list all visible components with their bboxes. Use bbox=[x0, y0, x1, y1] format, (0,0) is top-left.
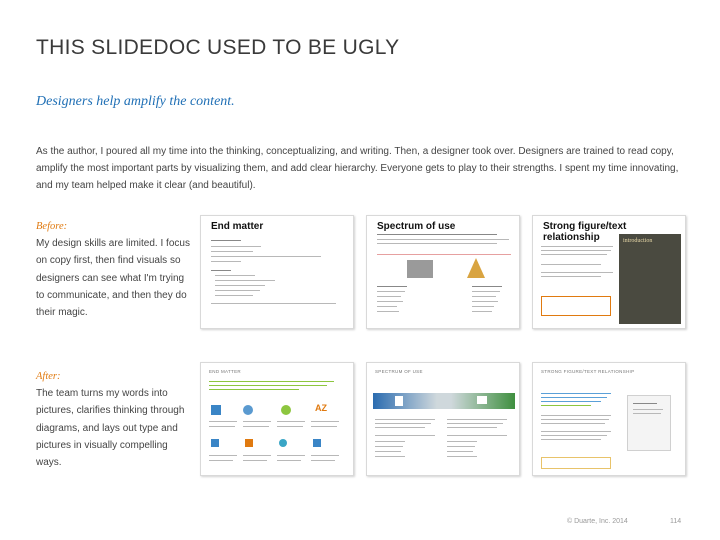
copyright-footer: © Duarte, Inc. 2014 bbox=[567, 518, 628, 525]
after-thumbnail-end-matter: END MATTER AZ bbox=[200, 362, 354, 476]
thumbnail-heading: STRONG FIGURE/TEXT RELATIONSHIP bbox=[541, 369, 635, 374]
thumbnail-heading: SPECTRUM OF USE bbox=[375, 369, 423, 374]
slide-subtitle: Designers help amplify the content. bbox=[36, 94, 235, 109]
thumbnail-heading: Spectrum of use bbox=[377, 221, 456, 232]
slide-title: THIS SLIDEDOC USED TO BE UGLY bbox=[36, 36, 400, 59]
page-number: 114 bbox=[670, 518, 682, 525]
body-paragraph: As the author, I poured all my time into the thinking, conceptualizing, and writing. Then, a designer took over. Designers are trained to read copy, amplify the most important parts by visualizing them, and add clear hierarchy. Everyone gets to play to their strengths. I spent my time innovating, and my team helped make it clear (and beautiful). bbox=[36, 146, 679, 191]
before-lead: Before: bbox=[36, 221, 68, 232]
before-text: My design skills are limited. I focus on copy first, then find visuals so designers can see what I'm trying to communicate, and then they do their magic. bbox=[36, 238, 190, 319]
after-thumbnail-spectrum bbox=[366, 362, 520, 476]
thumbnail-heading: Strong figure/text relationship bbox=[543, 221, 627, 243]
inset-photo bbox=[619, 234, 681, 324]
inset-photo-label: introduction bbox=[623, 238, 653, 244]
after-text: The team turns my words into pictures, clarifies thinking through diagrams, and lays out type and pictures in visually compelling ways. bbox=[36, 388, 185, 469]
after-thumbnail-figure-text bbox=[532, 362, 686, 476]
before-caption bbox=[36, 218, 194, 321]
after-caption bbox=[36, 368, 194, 471]
before-thumbnail-figure-text bbox=[532, 215, 686, 329]
thumbnail-heading: End matter bbox=[211, 221, 264, 232]
after-lead: After: bbox=[36, 371, 61, 382]
thumbnail-heading: END MATTER bbox=[209, 369, 241, 374]
before-thumbnail-end-matter bbox=[200, 215, 354, 329]
before-thumbnail-spectrum bbox=[366, 215, 520, 329]
